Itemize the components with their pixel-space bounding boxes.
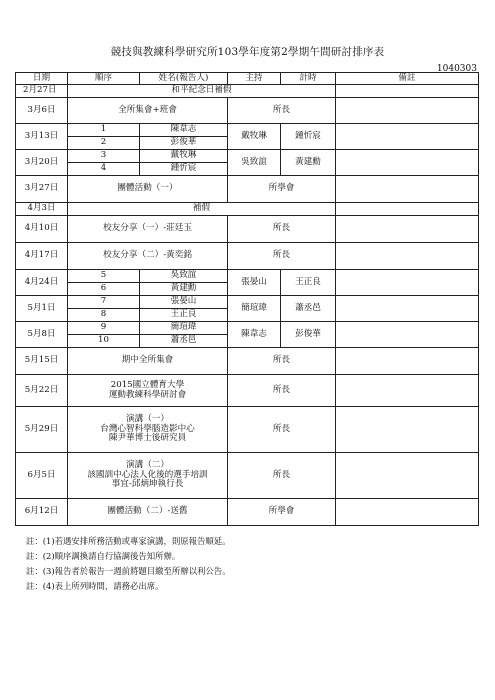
table-row [16,296,479,309]
order-cell: 3 [68,150,140,163]
order-cell: 10 [68,335,140,348]
event-cell: 團體活動（二）-送舊 [68,499,228,526]
host-cell: 陳韋志 [228,322,281,348]
date-cell: 4月3日 [16,203,68,216]
order-cell: 9 [68,322,140,335]
remark-cell [336,85,479,98]
date-cell: 6月12日 [16,499,68,526]
table-row [16,322,479,335]
header-date: 日期 [16,73,68,85]
date-cell: 5月8日 [16,322,68,348]
host-cell: 所長 [228,216,336,243]
event-cell [68,375,228,407]
header-name: 姓名(報告人) [140,73,228,85]
host-cell: 簡瑄瑋 [228,296,281,322]
name-cell: 簡瑄瑋 [140,322,228,335]
host-cell: 所長 [228,375,336,407]
event-cell [68,407,228,453]
header-host: 主持 [228,73,281,85]
remark-cell [336,124,479,150]
order-cell: 1 [68,124,140,137]
timer-cell: 彭俊華 [281,322,336,348]
event-line: 台灣心智科學腦造影中心 [100,423,195,434]
timer-cell: 黃建勳 [281,150,336,176]
remark-cell [336,176,479,203]
remark-cell [336,499,479,526]
host-cell: 所長 [228,407,336,453]
table-row [16,203,479,216]
remark-cell [336,407,479,453]
table-row [16,348,479,375]
remark-cell [336,322,479,348]
event-cell: 校友分享（二）-黃奕銘 [68,243,228,270]
date-cell: 4月17日 [16,243,68,270]
order-cell: 4 [68,163,140,176]
order-cell: 7 [68,296,140,309]
table-row [16,375,479,407]
host-cell: 所長 [228,243,336,270]
date-cell: 5月1日 [16,296,68,322]
date-cell: 3月6日 [16,98,68,124]
notes [26,534,231,594]
note-item: 註：(2)順序調換請自行協調後告知所辦。 [26,551,181,561]
remark-cell [336,453,479,499]
host-cell: 所學會 [228,176,336,203]
host-cell: 所長 [228,453,336,499]
document-code: 1040303 [436,64,477,74]
name-cell: 彭俊華 [140,137,228,150]
table-header-row [16,73,479,85]
table-row [16,407,479,453]
date-cell: 4月10日 [16,216,68,243]
event-cell: 和平紀念日補假 [68,85,336,98]
remark-cell [336,243,479,270]
table-row [16,499,479,526]
host-cell: 所學會 [228,499,336,526]
name-cell: 蕭丞邑 [140,335,228,348]
remark-cell [336,216,479,243]
note-item: 註：(1)若遇安排所務活動或專家演講，則原報告順延。 [26,536,231,546]
date-cell: 5月29日 [16,407,68,453]
header-remark: 備註 [336,73,479,85]
event-line: 該國訓中心法人化後的選手培訓 [87,469,208,480]
table-row [16,85,479,98]
header-timer: 計時 [281,73,336,85]
note-item: 註：(4)表上所列時間，請務必出席。 [26,581,164,591]
name-cell: 黃建勳 [140,283,228,296]
table-row [16,124,479,137]
event-cell: 期中全所集會 [68,348,228,375]
date-cell: 5月15日 [16,348,68,375]
document-title: 競技與教練科學研究所103學年度第2學期午間研討排序表 [110,46,385,58]
host-cell: 所長 [228,98,336,124]
timer-cell: 蕭丞邑 [281,296,336,322]
date-cell: 3月20日 [16,150,68,176]
event-cell: 團體活動（一） [68,176,228,203]
host-cell: 吳致誼 [228,150,281,176]
header-order: 順序 [68,73,140,85]
date-cell: 5月22日 [16,375,68,407]
host-cell: 張晏山 [228,270,281,296]
name-cell: 鍾忻宸 [140,163,228,176]
event-line: 運動教練科學研討會 [108,389,187,400]
name-cell: 吳致誼 [140,270,228,283]
table-row [16,453,479,499]
note-item: 註：(3)報告者於報告一週前將題目繳至所辦以利公告。 [26,566,231,576]
date-cell: 3月27日 [16,176,68,203]
name-cell: 陳韋志 [140,124,228,137]
name-cell: 王正良 [140,309,228,322]
remark-cell [336,150,479,176]
event-cell [68,453,228,499]
event-cell: 全所集會+班會 [68,98,228,124]
remark-cell [336,270,479,296]
host-cell: 戴牧琳 [228,124,281,150]
event-line: 陳尹華博士後研究員 [108,433,187,444]
event-cell: 校友分享（一）-莊廷玉 [68,216,228,243]
remark-cell [336,98,479,124]
order-cell: 2 [68,137,140,150]
host-cell: 所長 [228,348,336,375]
date-cell: 4月24日 [16,270,68,296]
event-line: 演講（一） [126,413,169,424]
remark-cell [336,375,479,407]
name-cell: 張晏山 [140,296,228,309]
event-cell: 補假 [68,203,336,216]
order-cell: 6 [68,283,140,296]
timer-cell: 王正良 [281,270,336,296]
name-cell: 戴牧琳 [140,150,228,163]
table-row [16,243,479,270]
order-cell: 5 [68,270,140,283]
table-row [16,216,479,243]
remark-cell [336,348,479,375]
table-row [16,270,479,283]
remark-cell [336,203,479,216]
order-cell: 8 [68,309,140,322]
date-cell: 2月27日 [16,85,68,98]
table-row [16,150,479,163]
schedule-table [15,72,479,526]
remark-cell [336,296,479,322]
timer-cell: 鍾忻宸 [281,124,336,150]
date-cell: 6月5日 [16,453,68,499]
table-row [16,98,479,124]
event-line: 事宜-邱炳坤執行長 [111,479,184,490]
event-line: 演講（二） [126,459,169,470]
date-cell: 3月13日 [16,124,68,150]
event-line: 2015國立體育大學 [110,379,185,390]
table-row [16,176,479,203]
